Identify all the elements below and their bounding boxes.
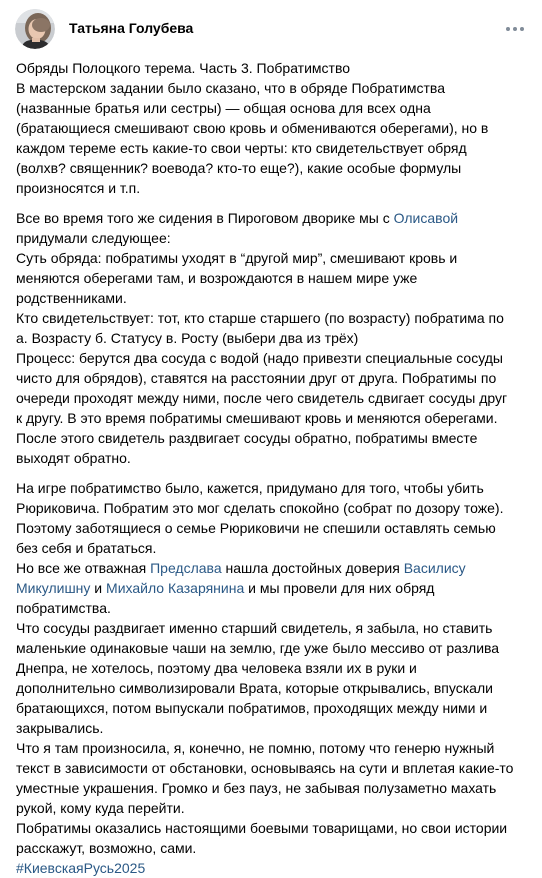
text-line: расскажут, возможно, сами.: [16, 840, 197, 856]
text-line: придумали следующее:: [16, 230, 171, 246]
post-title: Обряды Полоцкого терема. Часть 3. Побратимство: [16, 60, 351, 76]
text-line: Что я там произносила, я, конечно, не помню, потому что генерю нужный: [16, 740, 495, 756]
text-line: Что сосуды раздвигает именно старший свидетель, я забыла, но ставить: [16, 620, 493, 636]
text-segment: Все во время того же сидения в Пироговом дворике мы с: [16, 210, 394, 226]
more-options-button[interactable]: [503, 17, 527, 41]
text-line: уместные украшения. Громко и без пауз, не забывая полузаметно махать: [16, 780, 497, 796]
text-segment: и мы провели для них обряд: [244, 580, 435, 596]
text-line: Днепра, не хотелось, поэтому два человека взяли их в руки и: [16, 660, 417, 676]
text-segment: Но все же отважная: [16, 560, 151, 576]
text-line: выходят обратно.: [16, 450, 131, 466]
text-line: чисто для обрядов), ставятся на расстоянии друг от друга. Побратимы по: [16, 370, 497, 386]
author-avatar[interactable]: [15, 9, 55, 49]
text-line: [16, 208, 526, 228]
hashtag-line: [16, 858, 526, 878]
avatar-photo-icon: [15, 9, 55, 49]
text-line: дополнительно символизировали Врата, которые открывались, впускали: [16, 680, 493, 696]
text-line: побратимства.: [16, 600, 111, 616]
text-line: каждом тереме есть какие-то свои черты: кто свидетельствует обряд: [16, 140, 467, 156]
post-header: [15, 9, 527, 49]
text-line: а. Возрасту б. Статусу в. Росту (выбери два из трёх): [16, 330, 359, 346]
text-line: После этого свидетель раздвигает сосуды обратно, побратимы вместе: [16, 430, 478, 446]
text-line: братающихся, потом выпускали побратимов, проходящих между ними и: [16, 700, 488, 716]
text-line: [16, 558, 526, 578]
text-line: (братающиеся смешивают свою кровь и обмениваются оберегами), но в: [16, 120, 489, 136]
text-line: Побратимы оказались настоящими боевыми товарищами, но свои истории: [16, 820, 508, 836]
post-paragraph-1: [16, 58, 526, 198]
hashtag-link[interactable]: #КиевскаяРусь2025: [16, 860, 146, 876]
more-horizontal-icon: [503, 17, 527, 41]
text-line: На игре побратимство было, кажется, придумано для того, чтобы убить: [16, 480, 484, 496]
mention-link-predslava[interactable]: Предслава: [150, 560, 222, 576]
post-text: [16, 58, 526, 878]
text-line: маленькие одинаковые чаши на землю, где уже было мессиво от разлива: [16, 640, 500, 656]
text-line: произносятся и т.п.: [16, 180, 141, 196]
post-paragraph-2: [16, 208, 526, 468]
author-name[interactable]: Татьяна Голубева: [69, 20, 194, 36]
text-line: (волхв? священник? воевода? кто-то еще?), какие особые формулы: [16, 160, 462, 176]
text-line: без себя и брататься.: [16, 540, 157, 556]
text-line: к другу. В это время побратимы смешивают кровь и меняются оберегами.: [16, 410, 498, 426]
text-line: [16, 578, 526, 598]
text-line: родственниками.: [16, 290, 127, 306]
post-paragraph-3: [16, 478, 526, 878]
text-segment: и: [90, 580, 107, 596]
text-line: (названные братья или сестры) — общая основа для всех одна: [16, 100, 431, 116]
text-line: Рюриковича. Побратим это мог сделать спокойно (собрат по дозору тоже).: [16, 500, 504, 516]
text-line: Кто свидетельствует: тот, кто старше старшего (по возрасту) побратима по: [16, 310, 504, 326]
text-line: рукой, кому куда перейти.: [16, 800, 185, 816]
mention-link-mikhailo[interactable]: Михайло Казарянина: [106, 580, 245, 596]
mention-link-mikulishnu[interactable]: Микулишну: [16, 580, 91, 596]
text-segment: нашла достойных доверия: [221, 560, 404, 576]
mention-link-olisava[interactable]: Олисавой: [393, 210, 459, 226]
mention-link-vasilisa[interactable]: Василису: [403, 560, 466, 576]
text-line: меняются оберегами там, и возрождаются в нашем мире уже: [16, 270, 418, 286]
text-line: Процесс: берутся два сосуда с водой (надо привезти специальные сосуды: [16, 350, 503, 366]
text-line: текст в зависимости от обстановки, основываясь на сути и вплетая какие-то: [16, 760, 514, 776]
text-line: В мастерском задании было сказано, что в обряде Побратимства: [16, 80, 445, 96]
text-line: очереди проходят между ними, после чего свидетель сдвигает сосуды друг: [16, 390, 508, 406]
text-line: Суть обряда: побратимы уходят в “другой мир”, смешивают кровь и: [16, 250, 458, 266]
text-line: закрывались.: [16, 720, 104, 736]
text-line: Поэтому заботящиеся о семье Рюриковичи не спешили оставлять семью: [16, 520, 496, 536]
